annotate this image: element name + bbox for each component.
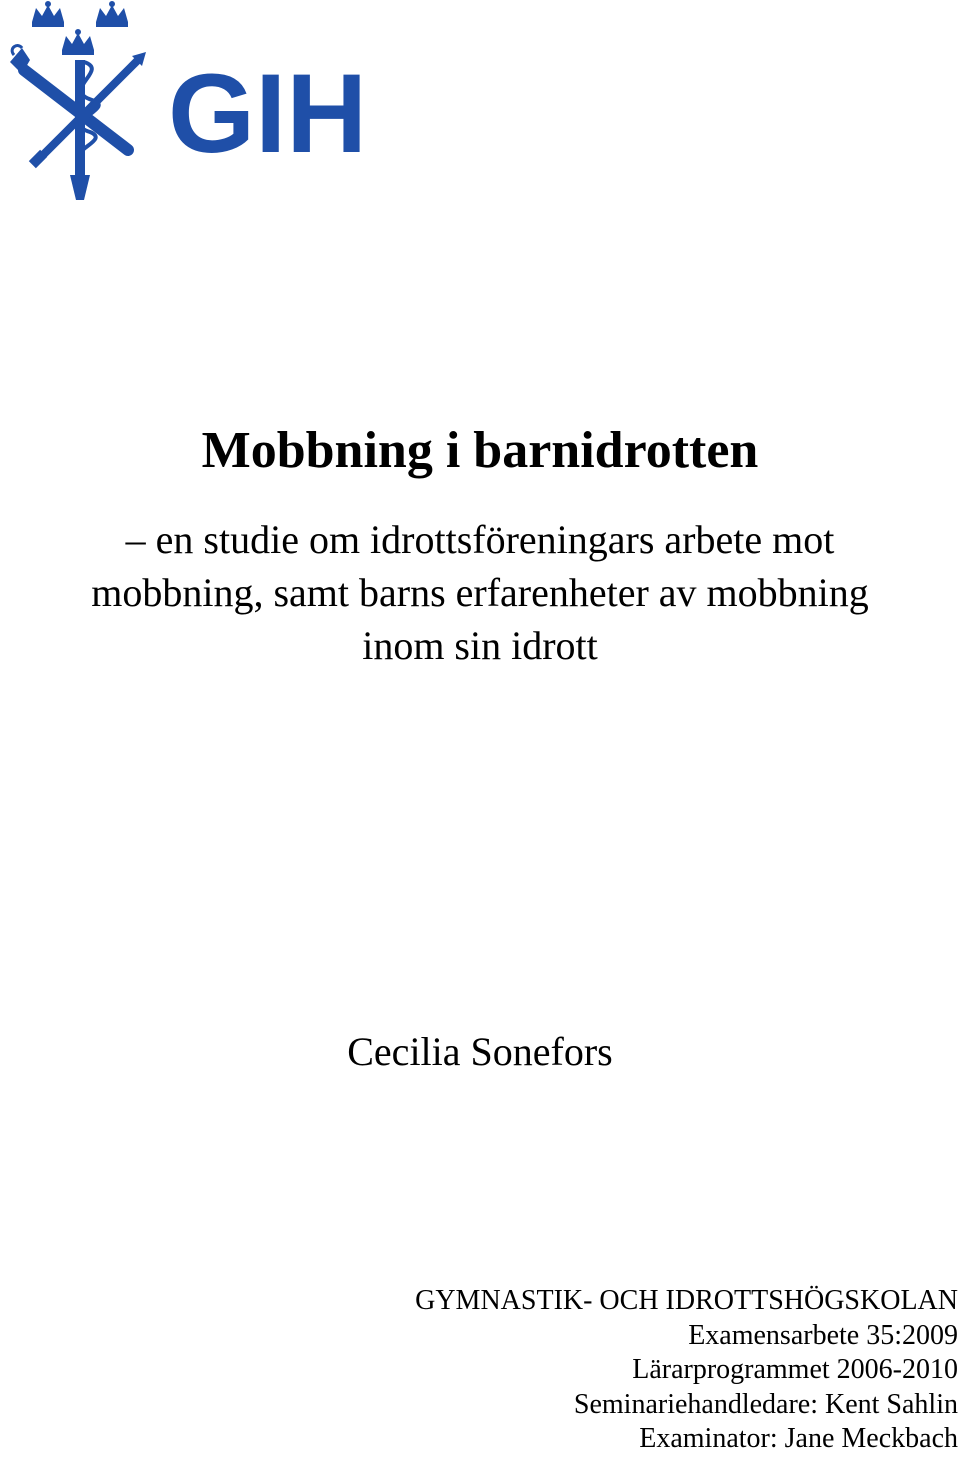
logo-text: GIH [168,51,368,176]
subtitle-line: mobbning, samt barns erfarenheter av mobbning [91,570,869,615]
examiner: Examinator: Jane Meckbach [639,1423,958,1454]
thesis-number: Examensarbete 35:2009 [688,1319,958,1351]
document-title: Mobbning i barnidrotten [201,422,759,479]
author-name: Cecilia Sonefors [347,1029,613,1074]
document-footer [258,1284,958,1457]
gih-logo [0,0,400,210]
supervisor: Seminariehandledare: Kent Sahlin [573,1388,958,1420]
crown-icon [96,1,128,27]
program-name: Lärarprogrammet 2006-2010 [632,1354,958,1385]
institution-name: GYMNASTIK- OCH IDROTTSHÖGSKOLAN [415,1285,958,1316]
subtitle-line: inom sin idrott [362,623,598,668]
subtitle-line: – en studie om idrottsföreningars arbete mot [125,517,835,562]
crown-icon [32,1,64,27]
torch-sword-emblem [10,46,146,200]
crown-icon [62,29,94,55]
document-subtitle [0,513,960,672]
